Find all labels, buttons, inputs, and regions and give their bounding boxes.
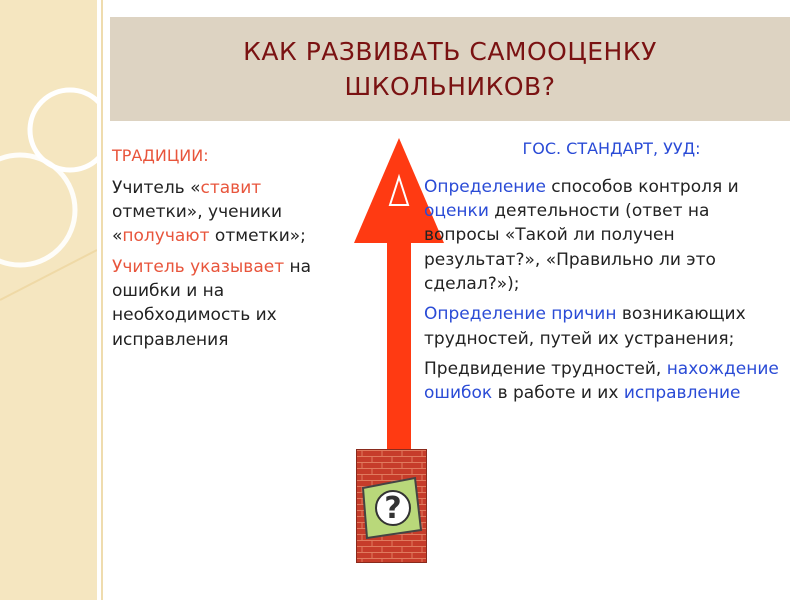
standard-item-1	[424, 175, 789, 296]
traditions-column	[112, 145, 352, 358]
text-segment: Предвидение трудностей,	[424, 358, 667, 379]
highlight-segment: Определение	[424, 176, 546, 197]
highlight-segment: исправление	[623, 383, 741, 404]
text-segment: в работе и их	[492, 383, 624, 404]
text-segment: отметки»;	[209, 226, 306, 247]
standard-column	[424, 138, 789, 412]
text-segment: Учитель «	[112, 177, 201, 198]
decorative-divider	[101, 0, 103, 600]
decorative-circles	[0, 0, 97, 600]
traditions-item-1	[112, 176, 352, 249]
highlight-segment: ставит	[200, 177, 262, 198]
highlight-segment: оценки	[424, 201, 489, 222]
standard-item-3	[424, 357, 789, 406]
standard-item-2	[424, 302, 789, 351]
text-segment: деятельности (ответ на вопросы «Такой ли получен результат?», «Правильно ли это сделал?»);	[424, 201, 716, 295]
highlight-segment: нахождение ошибок	[424, 358, 779, 404]
traditions-item-2	[112, 255, 352, 352]
text-segment: на ошибки и на необходимость их исправления	[112, 256, 312, 350]
highlight-segment: Учитель указывает	[112, 256, 285, 277]
text-segment: возникающих трудностей, путей их устранения;	[424, 304, 746, 349]
text-segment: отметки», ученики «	[112, 202, 283, 247]
text-segment: способов контроля и	[545, 176, 739, 197]
question-mark: ?	[384, 491, 402, 526]
slide-title: КАК РАЗВИВАТЬ САМООЦЕНКУ ШКОЛЬНИКОВ?	[243, 37, 657, 101]
highlight-segment: Определение причин	[424, 304, 617, 325]
question-icon	[357, 450, 426, 562]
title-box	[110, 17, 790, 121]
standard-header: ГОС. СТАНДАРТ, УУД:	[522, 139, 701, 158]
decorative-side-band	[0, 0, 97, 600]
question-brick-block	[356, 449, 427, 563]
highlight-segment: получают	[122, 226, 210, 247]
traditions-header: ТРАДИЦИИ:	[112, 146, 209, 165]
